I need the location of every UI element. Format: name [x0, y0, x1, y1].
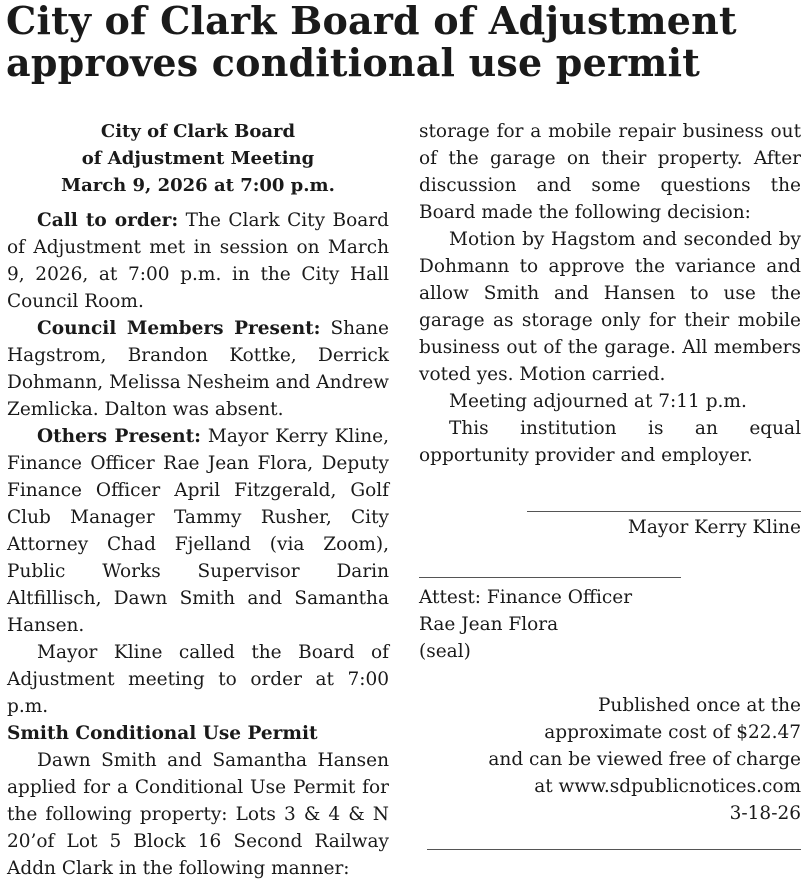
others-present-label: Others Present:	[37, 426, 201, 447]
publication-date: 3-18-26	[729, 803, 801, 824]
right-column	[419, 118, 801, 850]
others-present-text: Mayor Kerry Kline, Finance Officer Rae Jean Flora, Deputy Finance Officer April Fitzgerald, Golf Club Manager Tammy Rusher, City Attorney Chad Fjelland (via Zoom), Public Works Supervisor Darin Altfillisch, Dawn Smith and Samantha Hansen.	[7, 426, 389, 636]
meeting-title	[7, 118, 389, 199]
council-present-paragraph	[7, 315, 389, 423]
council-present-label: Council Members Present:	[37, 318, 321, 339]
mayor-signature-name: Mayor Kerry Kline	[627, 517, 801, 538]
meeting-title-line-2: of Adjustment Meeting	[81, 148, 315, 169]
others-present-paragraph	[7, 423, 389, 639]
attest-line-3: (seal)	[419, 641, 471, 662]
publication-line-4: at www.sdpublicnotices.com	[534, 776, 801, 797]
call-to-order-paragraph	[7, 207, 389, 315]
mayor-signature-line	[527, 511, 801, 512]
meeting-title-line-3: March 9, 2026 at 7:00 p.m.	[61, 175, 335, 196]
publication-line-1: Published once at the	[597, 695, 801, 716]
attest-signature-line	[419, 577, 681, 578]
permit-heading: Smith Conditional Use Permit	[7, 723, 318, 744]
headline-line-2: approves conditional use permit	[6, 40, 700, 85]
call-to-order-label: Call to order:	[37, 210, 179, 231]
publication-line-3: and can be viewed free of charge	[488, 749, 801, 770]
equal-opportunity-paragraph: This institution is an equal opportunity provider and employer.	[419, 418, 801, 466]
permit-paragraph-continued: storage for a mobile repair business out of the garage on their property. After discussion and some questions the Board made the following decision:	[419, 121, 801, 223]
left-column	[7, 118, 389, 882]
permit-paragraph: Dawn Smith and Samantha Hansen applied for a Conditional Use Permit for the following property: Lots 3 & 4 & N 20’of Lot 5 Block 16 Second Railway Addn Clark in the following manner:	[7, 750, 389, 879]
call-to-order-text: The Clark City Board of Adjustment met in session on March 9, 2026, at 7:00 p.m. in the City Hall Council Room.	[7, 210, 389, 312]
adjourned-paragraph: Meeting adjourned at 7:11 p.m.	[449, 391, 747, 412]
publication-line-2: approximate cost of $22.47	[544, 722, 801, 743]
publication-notice	[419, 692, 801, 827]
motion-paragraph: Motion by Hagstom and seconded by Dohmann to approve the variance and allow Smith and Hansen to use the garage as storage only for their mobile business out of the garage. All members voted yes. Motion carried.	[419, 229, 801, 385]
called-to-order-paragraph: Mayor Kline called the Board of Adjustment meeting to order at 7:00 p.m.	[7, 642, 389, 717]
closing-rule	[427, 849, 801, 850]
attest-line-1: Attest: Finance Officer	[419, 587, 633, 608]
headline	[6, 0, 805, 84]
headline-line-1: City of Clark Board of Adjustment	[6, 0, 737, 43]
meeting-title-line-1: City of Clark Board	[100, 121, 296, 142]
attest-line-2: Rae Jean Flora	[419, 614, 559, 635]
council-present-text: Shane Hagstrom, Brandon Kottke, Derrick Dohmann, Melissa Nesheim and Andrew Zemlicka. Dalton was absent.	[7, 318, 389, 420]
